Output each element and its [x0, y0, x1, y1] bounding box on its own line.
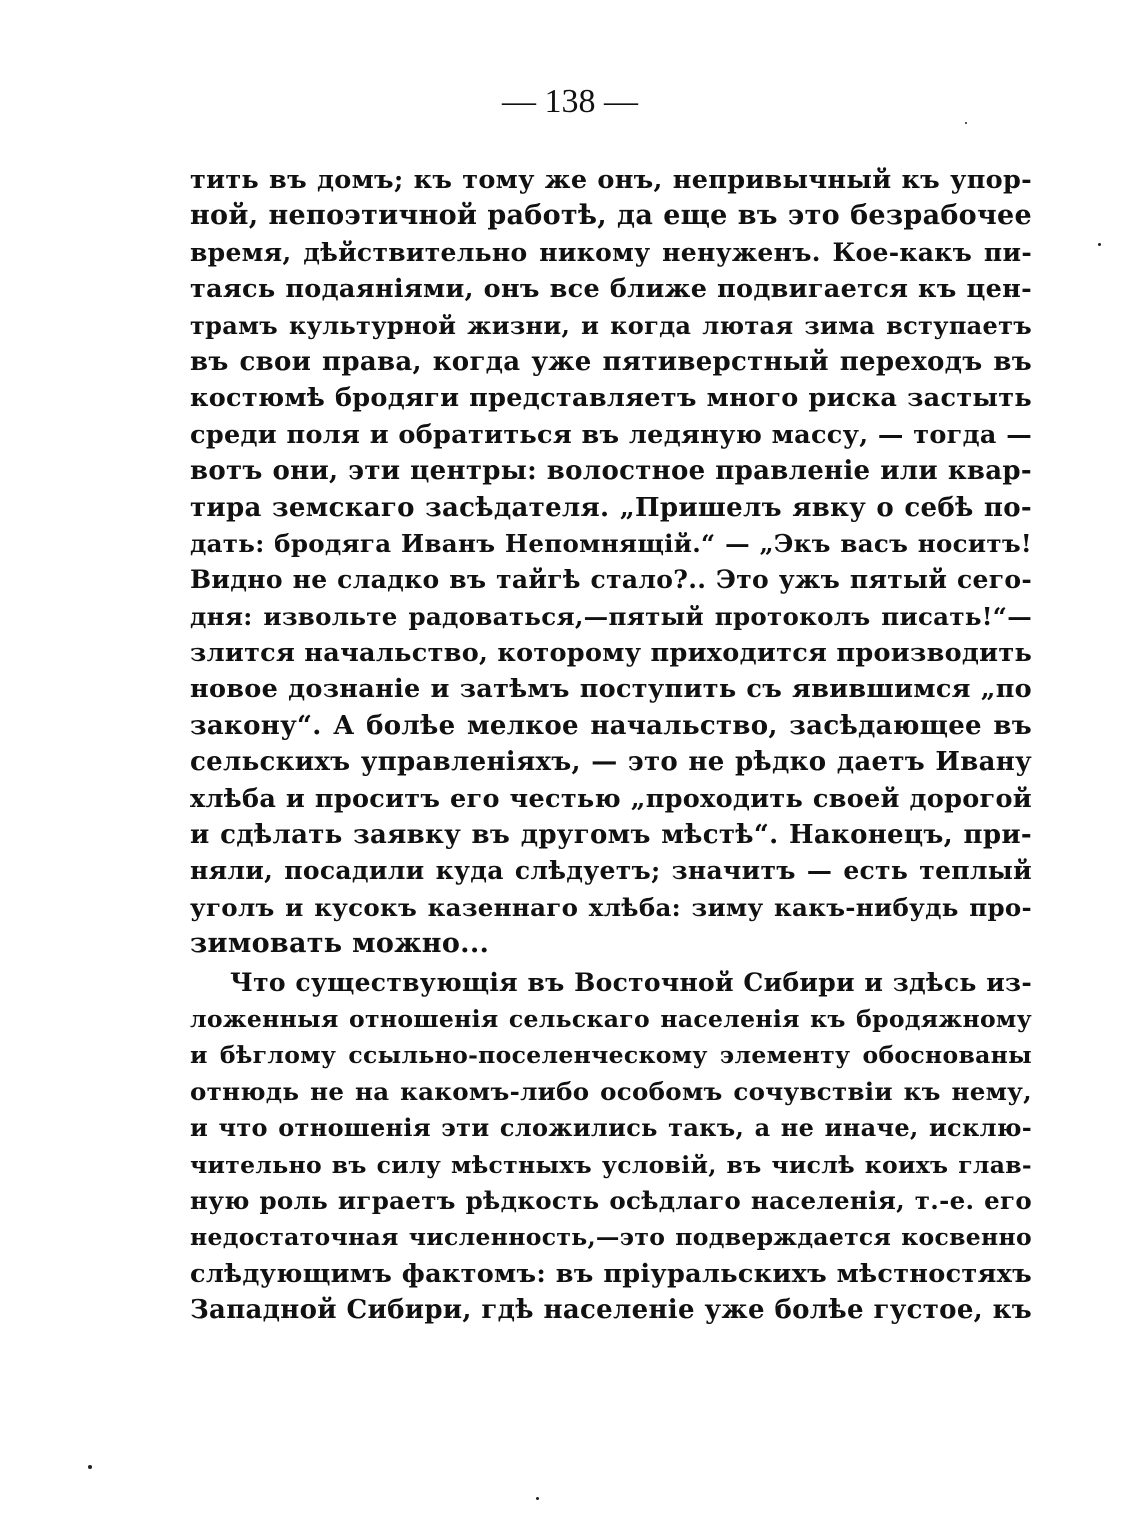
scan-speck	[536, 1497, 539, 1500]
text-line: тить въ домъ; къ тому же онъ, непривычный къ упор-	[190, 165, 1032, 195]
text-line: вотъ они, эти центры: волостное правленіе или квар-	[190, 456, 1032, 487]
scan-speck	[88, 1465, 92, 1469]
text-line: ную роль играетъ рѣдкость осѣдлаго населенія, т.-е. его	[190, 1185, 1032, 1215]
page-number: — 138 —	[502, 83, 638, 120]
text-line: среди поля и обратиться въ ледяную массу, — тогда —	[190, 419, 1032, 450]
text-line: тира земскаго засѣдателя. „Пришелъ явку о себѣ по-	[190, 492, 1032, 523]
text-line: и что отношенія эти сложились такъ, а не иначе, исклю-	[190, 1113, 1032, 1143]
text-line: чительно въ силу мѣстныхъ условій, въ числѣ коихъ глав-	[190, 1150, 1032, 1179]
paragraph-2	[190, 965, 1032, 1329]
text-line: и бѣглому ссыльно-поселенческому элементу обоснованы	[190, 1041, 1032, 1070]
text-line: и сдѣлать заявку въ другомъ мѣстѣ“. Наконецъ, при-	[190, 820, 1032, 851]
text-line: Что существующія въ Восточной Сибири и здѣсь из-	[230, 967, 1032, 997]
text-line: время, дѣйствительно никому ненуженъ. Кое-какъ пи-	[190, 237, 1032, 267]
text-line: недостаточная численность,—это подверждается косвенно	[190, 1223, 1032, 1252]
paragraph-1	[190, 162, 1032, 963]
text-line: костюмѣ бродяги представляетъ много риска застыть	[190, 383, 1032, 414]
text-line: дня: извольте радоваться,—пятый протоколъ писать!“—	[190, 601, 1032, 631]
text-line: дать: бродяга Иванъ Непомнящій.“ — „Экъ васъ носитъ!	[190, 528, 1032, 558]
text-line: хлѣба и проситъ его честью „проходить своей дорогой	[190, 783, 1032, 814]
body-text	[190, 162, 1032, 1329]
text-line: новое дознаніе и затѣмъ поступить съ явившимся „по	[190, 674, 1032, 705]
text-line: таясь подаяніями, онъ все ближе подвигается къ цен-	[190, 274, 1032, 305]
scan-speck	[965, 122, 967, 124]
text-line: сельскихъ управленіяхъ, — это не рѣдко даетъ Ивану	[190, 747, 1032, 778]
scan-speck	[1098, 243, 1101, 246]
text-line: въ свои права, когда уже пятиверстный переходъ въ	[190, 346, 1032, 377]
text-line: Западной Сибири, гдѣ населеніе уже болѣе густое, къ	[190, 1295, 1032, 1326]
text-line: ложенныя отношенія сельскаго населенія къ бродяжному	[190, 1004, 1032, 1033]
text-line: закону“. А болѣе мелкое начальство, засѣдающее въ	[190, 710, 1032, 741]
text-line: злится начальство, которому приходится производить	[190, 638, 1033, 669]
text-line: зимовать можно...	[190, 928, 490, 960]
text-line: слѣдующимъ фактомъ: въ пріуральскихъ мѣстностяхъ	[190, 1258, 1032, 1289]
text-line: отнюдь не на какомъ-либо особомъ сочувствіи къ нему,	[190, 1076, 1032, 1106]
text-line: ной, непоэтичной работѣ, да еще въ это безрабочее	[190, 200, 1032, 232]
text-line: Видно не сладко въ тайгѣ стало?.. Это ужъ пятый сего-	[190, 565, 1032, 595]
text-line: трамъ культурной жизни, и когда лютая зима вступаетъ	[190, 310, 1032, 340]
text-line: уголъ и кусокъ казеннаго хлѣба: зиму какъ-нибудь про-	[190, 892, 1032, 922]
text-line: няли, посадили куда слѣдуетъ; значитъ — есть теплый	[190, 856, 1032, 886]
